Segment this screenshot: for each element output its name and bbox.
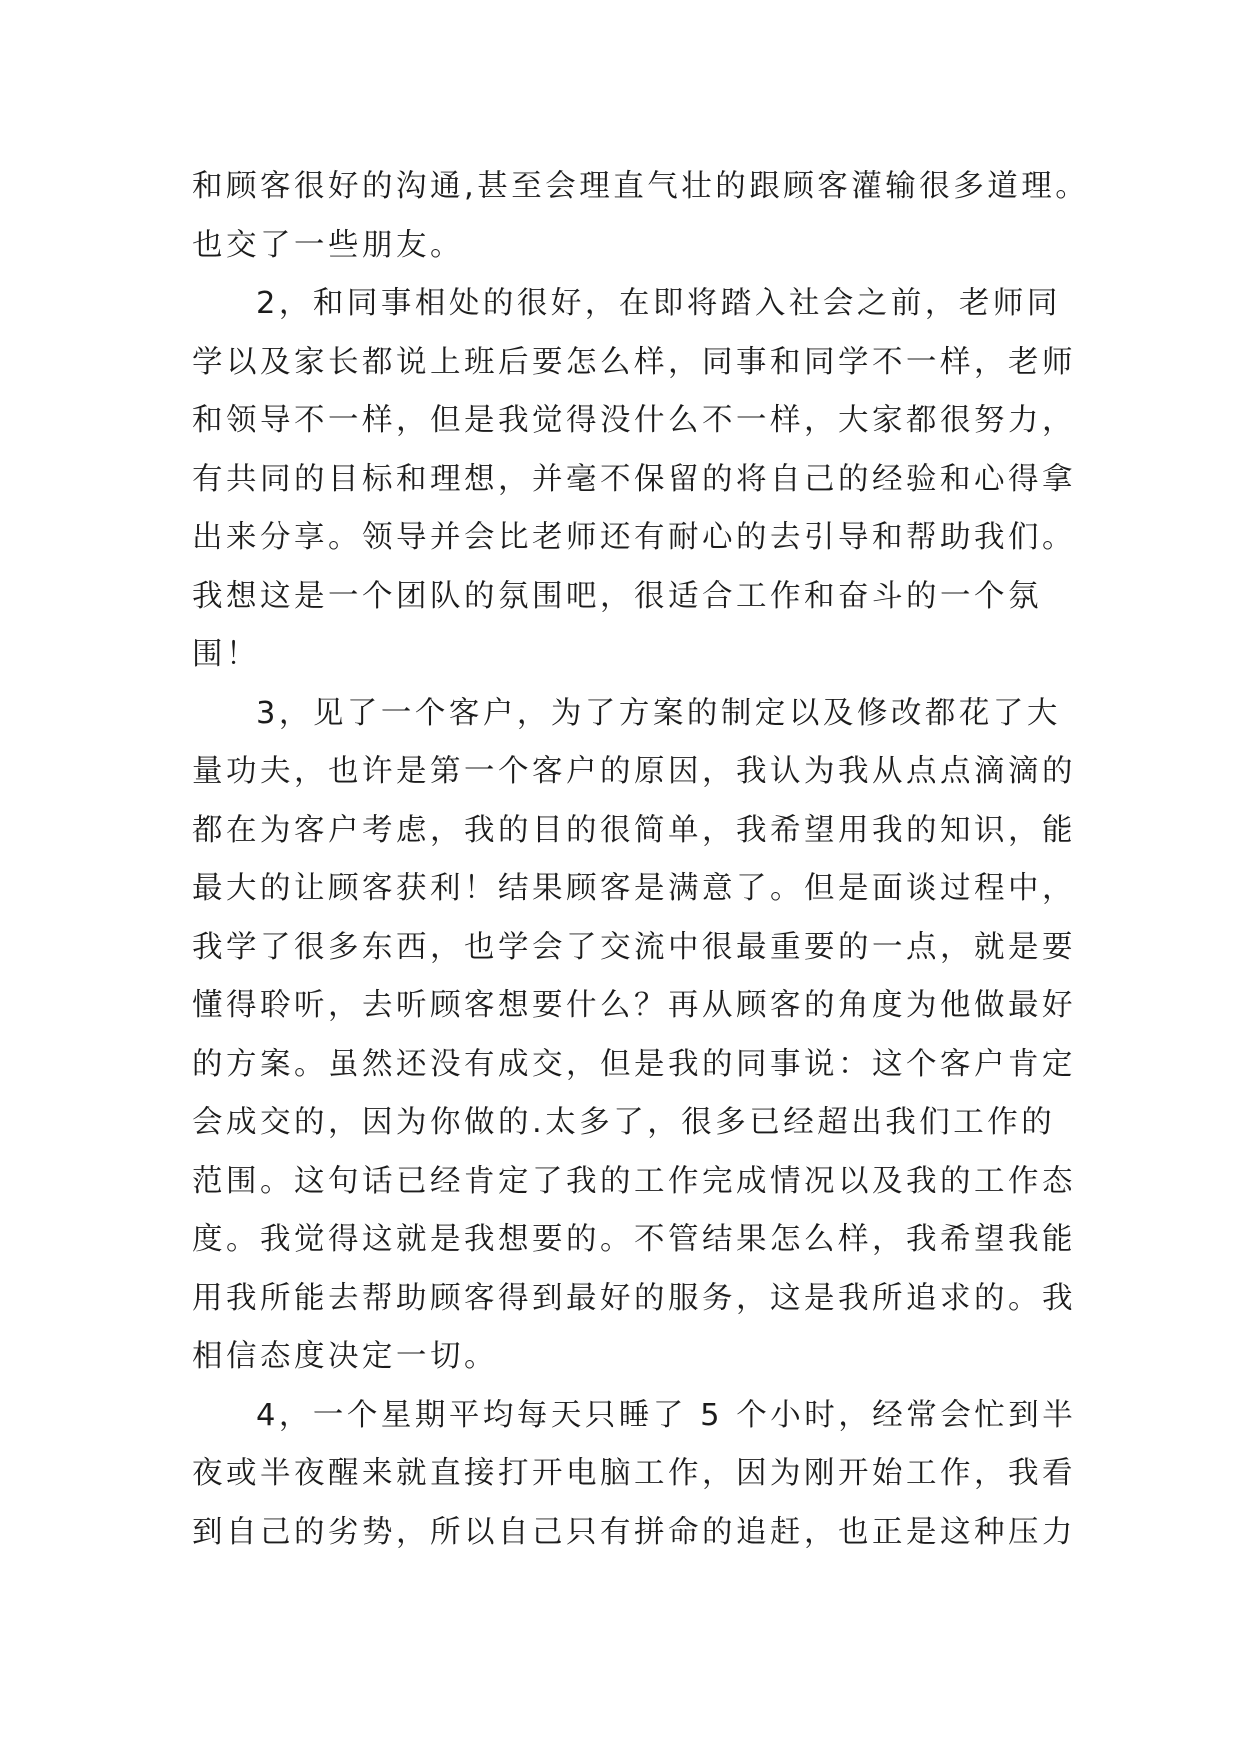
text-line: 和顾客很好的沟通,甚至会理直气壮的跟顾客灌输很多道理。 — [192, 169, 1090, 204]
text-line: 也交了一些朋友。 — [192, 227, 464, 263]
paragraph-start-line: 3，见了一个客户，为了方案的制定以及修改都花了大 — [256, 695, 1061, 731]
body-text — [192, 158, 1092, 1562]
text-line: 相信态度决定一切。 — [192, 1339, 498, 1374]
text-line: 围！ — [192, 637, 260, 672]
paragraph-start-line: 4，一个星期平均每天只睡了 5 个小时，经常会忙到半 — [256, 1397, 1077, 1433]
text-line: 到自己的劣势，所以自己只有拼命的追赶，也正是这种压力 — [192, 1514, 1076, 1550]
text-line: 最大的让顾客获利！结果顾客是满意了。但是面谈过程中， — [192, 871, 1076, 906]
text-line: 有共同的目标和理想，并毫不保留的将自己的经验和心得拿 — [192, 461, 1076, 497]
text-line: 懂得聆听，去听顾客想要什么？再从顾客的角度为他做最好 — [192, 988, 1076, 1023]
text-line: 都在为客户考虑，我的目的很简单，我希望用我的知识，能 — [192, 812, 1076, 848]
text-line: 我想这是一个团队的氛围吧，很适合工作和奋斗的一个氛 — [192, 578, 1042, 614]
text-line: 学以及家长都说上班后要怎么样，同事和同学不一样，老师 — [192, 344, 1076, 380]
text-line: 度。我觉得这就是我想要的。不管结果怎么样，我希望我能 — [192, 1222, 1076, 1257]
text-line: 量功夫，也许是第一个客户的原因，我认为我从点点滴滴的 — [192, 754, 1076, 789]
paragraph-start-line: 2，和同事相处的很好，在即将踏入社会之前，老师同 — [256, 286, 1061, 321]
text-line: 的方案。虽然还没有成交，但是我的同事说：这个客户肯定 — [192, 1046, 1076, 1082]
text-line: 会成交的，因为你做的.太多了，很多已经超出我们工作的 — [192, 1105, 1056, 1140]
text-line: 范围。这句话已经肯定了我的工作完成情况以及我的工作态 — [192, 1163, 1076, 1199]
text-line: 和领导不一样，但是我觉得没什么不一样，大家都很努力， — [192, 403, 1076, 438]
text-line: 我学了很多东西，也学会了交流中很最重要的一点，就是要 — [192, 929, 1076, 965]
text-line: 用我所能去帮助顾客得到最好的服务，这是我所追求的。我 — [192, 1280, 1076, 1316]
text-line: 出来分享。领导并会比老师还有耐心的去引导和帮助我们。 — [192, 520, 1076, 555]
text-line: 夜或半夜醒来就直接打开电脑工作，因为刚开始工作，我看 — [192, 1456, 1076, 1491]
